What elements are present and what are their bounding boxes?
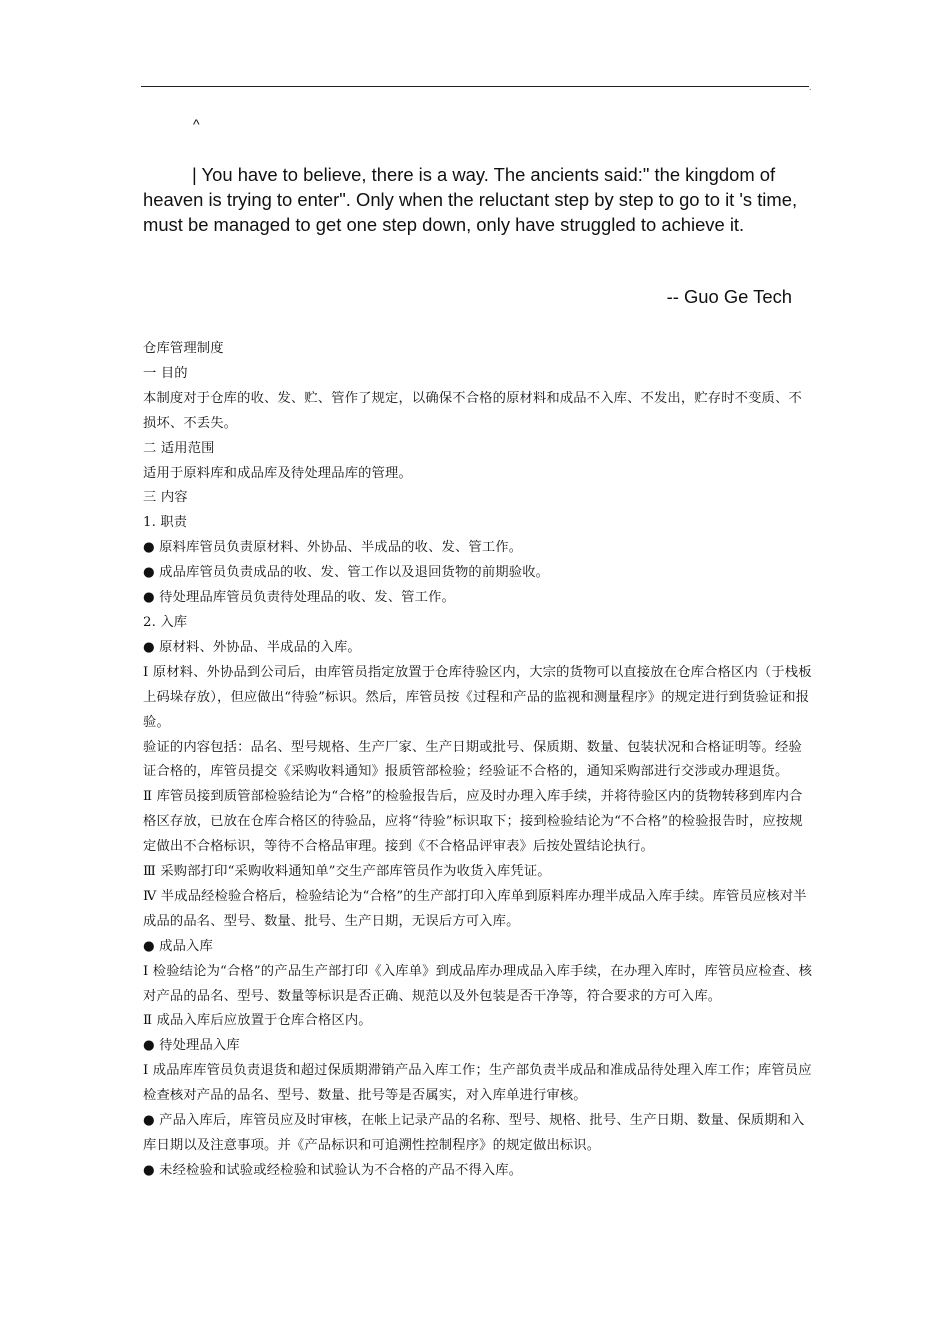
paragraph: 适用于原料库和成品库及待处理品库的管理。 (143, 465, 412, 481)
paragraph: Ⅱ 库管员接到质管部检验结论为“合格”的检验报告后，应及时办理入库手续，并将待验区内的货物转移到库内合格区存放，已放在仓库合格区的待验品，应将“待验”标识取下；接到检验结论为“不合格”的检验报告时，应按规定做出不合格标识，等待不合格品审理。接到《不合格品评审表》后按处置结论执行。 (143, 789, 803, 855)
paragraph: Ⅱ 成品入库后应放置于仓库合格区内。 (143, 1013, 372, 1029)
paragraph: Ⅳ 半成品经检验合格后，检验结论为“合格”的生产部打印入库单到原料库办理半成品入库手续。库管员应核对半成品的品名、型号、数量、批号、生产日期，无误后方可入库。 (143, 888, 807, 929)
paragraph: 本制度对于仓库的收、发、贮、管作了规定，以确保不合格的原材料和成品不入库、不发出，贮存时不变质、不损坏、不丢失。 (143, 390, 802, 431)
paragraph: 验证的内容包括：品名、型号规格、生产厂家、生产日期或批号、保质期、数量、包装状况和合格证明等。经验证合格的，库管员提交《采购收料通知》报质管部检验；经验证不合格的，通知采购部进行交涉或办理退货。 (143, 739, 802, 780)
paragraph: Ⅰ 成品库库管员负责退货和超过保质期滞销产品入库工作；生产部负责半成品和准成品待处理入库工作；库管员应检查核对产品的品名、型号、数量、批号等是否属实，对入库单进行审核。 (143, 1063, 812, 1104)
bullet-item: ● 原料库管员负责原材料、外协品、半成品的收、发、管工作。 (143, 540, 523, 556)
paragraph: Ⅲ 采购部打印“采购收料通知单”交生产部库管员作为收货入库凭证。 (143, 864, 551, 880)
bullet-item: ● 成品库管员负责成品的收、发、管工作以及退回货物的前期验收。 (143, 565, 550, 581)
document-body (143, 337, 815, 1184)
bullet-item: ● 待处理品入库 (143, 1038, 240, 1054)
section-heading: 一 目的 (143, 365, 188, 381)
paragraph: Ⅰ 原材料、外协品到公司后，由库管员指定放置于仓库待验区内，大宗的货物可以直接放在仓库合格区内（于栈板上码垛存放），但应做出“待验”标识。然后，库管员按《过程和产品的监视和测量程序》的规定进行到货验证和报验。 (143, 664, 812, 730)
subsection-heading: 1. 职责 (143, 515, 188, 531)
bullet-item: ● 产品入库后，库管员应及时审核，在帐上记录产品的名称、型号、规格、批号、生产日期、数量、保质期和入库日期以及注意事项。并《产品标识和可追溯性控制程序》的规定做出标识。 (143, 1113, 805, 1153)
header-rule-mark: . (809, 82, 812, 92)
bullet-item: ● 原材料、外协品、半成品的入库。 (143, 639, 361, 655)
section-heading: 二 适用范围 (143, 440, 215, 456)
bullet-item: ● 成品入库 (143, 938, 213, 954)
bullet-item: ● 待处理品库管员负责待处理品的收、发、管工作。 (143, 590, 455, 606)
header-rule (141, 86, 809, 87)
caret-mark: ^ (193, 116, 200, 132)
bullet-item: ● 未经检验和试验或经检验和试验认为不合格的产品不得入库。 (143, 1162, 523, 1178)
quote-attribution: -- Guo Ge Tech (666, 286, 792, 307)
document-title: 仓库管理制度 (143, 341, 224, 356)
subsection-heading: 2. 入库 (143, 614, 188, 630)
quote-text: | You have to believe, there is a way. The ancients said:" the kingdom of heaven is trying to enter". Only when the reluctant step by step to go to it 's time, must be managed to get one step down, only have struggled to achieve it. (143, 164, 798, 235)
section-heading: 三 内容 (143, 490, 188, 506)
paragraph: Ⅰ 检验结论为“合格”的产品生产部打印《入库单》到成品库办理成品入库手续，在办理入库时，库管员应检查、核对产品的品名、型号、数量等标识是否正确、规范以及外包装是否干净等，符合要求的方可入库。 (143, 963, 813, 1004)
